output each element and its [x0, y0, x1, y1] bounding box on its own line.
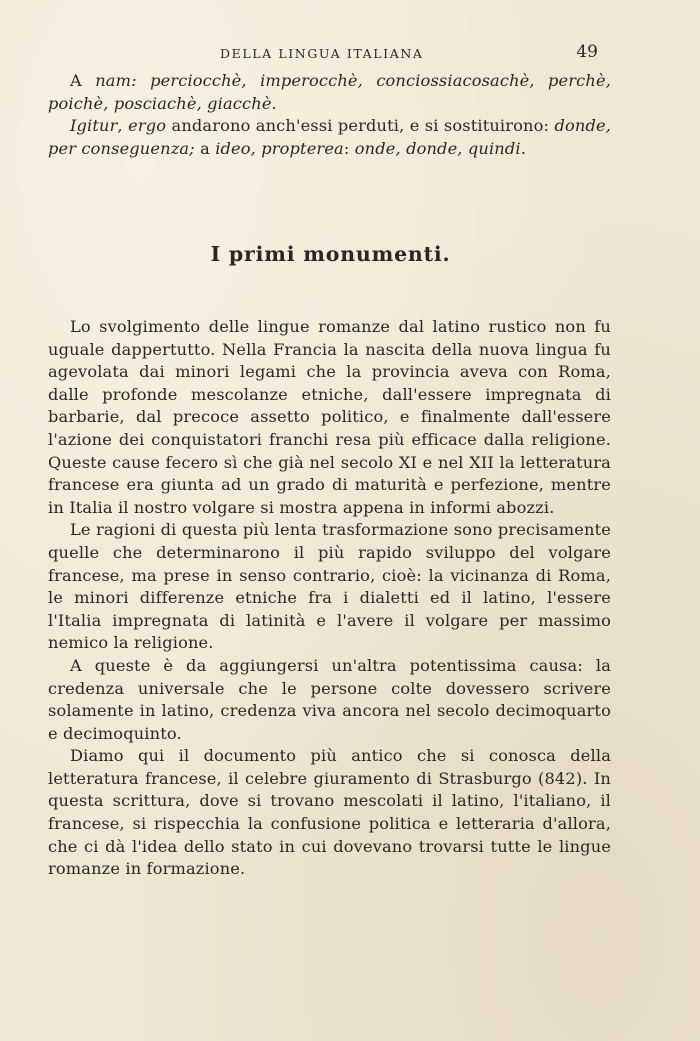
paragraph: A queste è da aggiungersi un'altra potentissima causa: la credenza universale che le persone colte dovessero scrivere solamente in latino, credenza viva ancora nel secolo decimoquarto e decimoquinto. — [48, 655, 611, 743]
running-head — [48, 44, 598, 64]
paragraph-nam — [48, 70, 611, 115]
paragraph: Lo svolgimento delle lingue romanze dal latino rustico non fu uguale dappertutto. Nella Francia la nascita della nuova lingua fu agevolata dai minori legami che la provincia aveva con Roma, dalle profonde mescolanze etniche, dall'essere impregnata di barbarie, dal precoce assetto politico, e finalmente dall'essere l'azione dei conquistatori franchi resa più efficace dalla religione. Queste cause fecero sì che già nel secolo XI e nel XII la letteratura francese era giunta ad un grado di maturità e perfezione, mentre in Italia il nostro volgare si mostra appena in informi abozzi. — [48, 317, 611, 517]
opening-text — [48, 70, 611, 160]
text-fragment: a — [194, 138, 216, 158]
italian-conjunctions: donde, per conseguenza; — [48, 116, 611, 158]
paragraph-igitur — [48, 115, 611, 160]
text-fragment: : — [343, 138, 355, 158]
body-text — [48, 316, 611, 881]
text-fragment: , — [117, 116, 129, 136]
italian-conjunctions: onde, donde, quindi. — [354, 138, 527, 158]
paragraph: Diamo qui il documento più antico che si conosca della letteratura francese, il celebre giuramento di Strasburgo (842). In questa scrittura, dove si trovano mescolati il latino, l'italiano, il francese, si rispecchia la confusione politica e letteraria d'allora, che ci dà l'idea dello stato in cui dovevano trovarsi tutte le lingue romanze in formazione. — [48, 746, 611, 879]
running-title: DELLA LINGUA ITALIANA — [220, 46, 424, 61]
text-fragment: A — [70, 71, 96, 90]
latin-term: Igitur — [70, 116, 118, 136]
italian-conjunctions: perciocchè, imperocchè, conciossiacosachè, perchè, poichè, posciachè, giacchè. — [48, 71, 611, 113]
latin-term: ergo — [128, 116, 167, 136]
section-title: I primi monumenti. — [210, 242, 451, 266]
page-number: 49 — [576, 42, 598, 62]
latin-term: ideo, propterea — [215, 138, 344, 158]
text-fragment: : — [131, 71, 151, 90]
text-fragment: andarono anch'essi perduti, e si sostituirono: — [166, 116, 555, 136]
latin-term: nam — [95, 71, 132, 90]
paragraph: Le ragioni di questa più lenta trasformazione sono precisamente quelle che determinarono il più rapido sviluppo del volgare francese, ma prese in senso contrario, cioè: la vicinanza di Roma, le minori differenze etniche fra i dialetti ed il latino, l'essere l'Italia impregnata di latinità e l'avere il volgare per massimo nemico la religione. — [48, 520, 611, 653]
